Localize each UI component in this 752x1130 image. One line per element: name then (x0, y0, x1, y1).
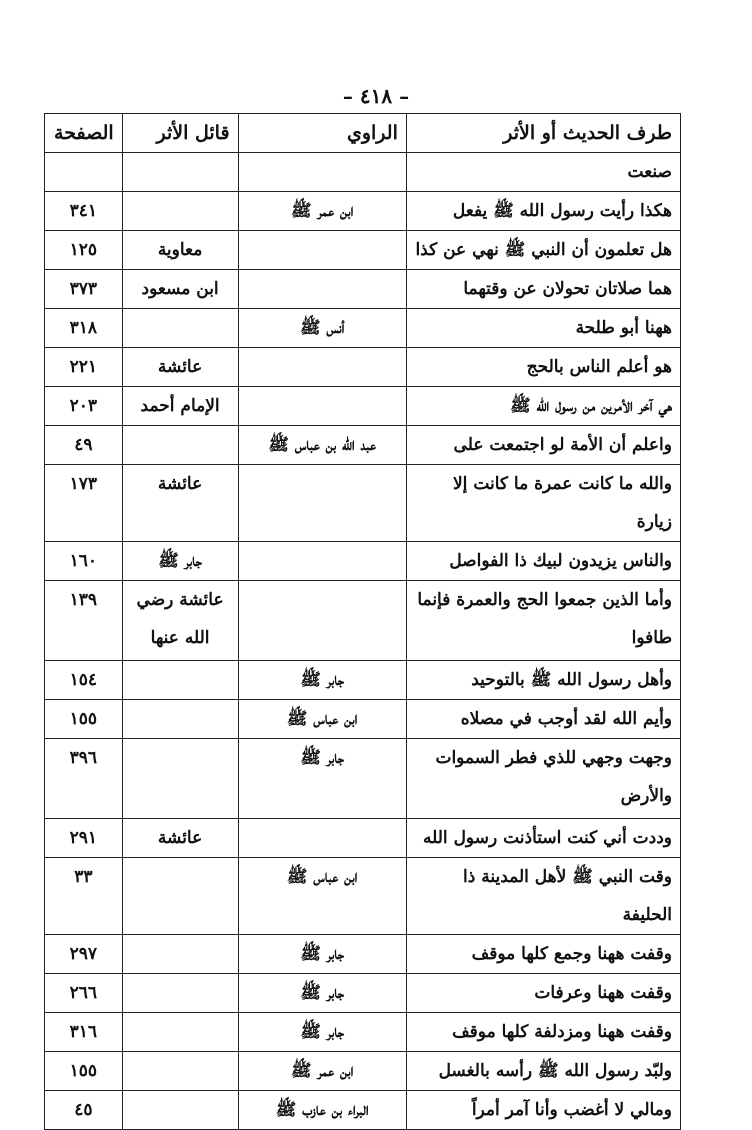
sayer-cell: عائشة (122, 348, 238, 387)
sayer-cell (122, 1013, 238, 1052)
hadith-cell: هي آخر الأمرين من رسول الله ﷺ (406, 387, 680, 426)
hadith-cell: وقفت ههنا وجمع كلها موقف (406, 935, 680, 974)
table-row (45, 935, 681, 974)
sayer-cell (122, 974, 238, 1013)
sayer-cell (122, 153, 238, 192)
table-row (45, 542, 681, 581)
narrator-cell: ابن عمر ﷺ (238, 192, 406, 231)
page-cell: ١٢٥ (45, 231, 123, 270)
sayer-cell (122, 426, 238, 465)
narrator-cell (238, 231, 406, 270)
narrator-cell (238, 348, 406, 387)
page-cell (45, 153, 123, 192)
hadith-cell: هما صلاتان تحولان عن وقتهما (406, 270, 680, 309)
narrator-cell (238, 153, 406, 192)
sayer-cell (122, 700, 238, 739)
narrator-cell (238, 819, 406, 858)
hadith-index-table (44, 113, 681, 1130)
narrator-cell: جابر ﷺ (238, 739, 406, 819)
sayer-cell: معاوية (122, 231, 238, 270)
table-row (45, 1091, 681, 1130)
hadith-cell: وأما الذين جمعوا الحج والعمرة فإنما طافوا (406, 581, 680, 661)
table-row (45, 426, 681, 465)
page-cell: ٢٢١ (45, 348, 123, 387)
table-row (45, 858, 681, 935)
table-row (45, 192, 681, 231)
header-page: الصفحة (45, 114, 123, 153)
table-row (45, 739, 681, 819)
narrator-cell: البراء بن عازب ﷺ (238, 1091, 406, 1130)
table-body (45, 153, 681, 1130)
narrator-cell: ابن عباس ﷺ (238, 700, 406, 739)
table-row (45, 231, 681, 270)
table-row (45, 819, 681, 858)
narrator-cell: جابر ﷺ (238, 1013, 406, 1052)
page-cell: ٣١٦ (45, 1013, 123, 1052)
page-cell: ١٧٣ (45, 465, 123, 542)
narrator-cell: عبد الله بن عباس ﷺ (238, 426, 406, 465)
sayer-cell (122, 309, 238, 348)
sayer-cell (122, 1091, 238, 1130)
sayer-cell (122, 739, 238, 819)
page-cell: ٢٦٦ (45, 974, 123, 1013)
hadith-cell: والناس يزيدون لبيك ذا الفواصل (406, 542, 680, 581)
sayer-cell: عائشة رضي الله عنها (122, 581, 238, 661)
page-cell: ٣٣ (45, 858, 123, 935)
table-row (45, 581, 681, 661)
sayer-cell: جابر ﷺ (122, 542, 238, 581)
sayer-cell (122, 661, 238, 700)
sayer-cell: عائشة (122, 465, 238, 542)
hadith-cell: واعلم أن الأمة لو اجتمعت على (406, 426, 680, 465)
hadith-cell: صنعت (406, 153, 680, 192)
sayer-cell: ابن مسعود (122, 270, 238, 309)
header-narrator: الراوي (238, 114, 406, 153)
header-sayer: قائل الأثر (122, 114, 238, 153)
table-row (45, 309, 681, 348)
narrator-cell (238, 270, 406, 309)
header-hadith: طرف الحديث أو الأثر (406, 114, 680, 153)
table-row (45, 661, 681, 700)
sayer-cell (122, 935, 238, 974)
narrator-cell: جابر ﷺ (238, 935, 406, 974)
hadith-cell: ولبّد رسول الله ﷺ رأسه بالغسل (406, 1052, 680, 1091)
narrator-cell (238, 542, 406, 581)
narrator-cell (238, 387, 406, 426)
hadith-cell: وددت أني كنت استأذنت رسول الله (406, 819, 680, 858)
narrator-cell: ابن عباس ﷺ (238, 858, 406, 935)
sayer-cell: الإمام أحمد (122, 387, 238, 426)
page-cell: ٣٩٦ (45, 739, 123, 819)
page-cell: ٤٩ (45, 426, 123, 465)
narrator-cell: جابر ﷺ (238, 661, 406, 700)
narrator-cell: أنس ﷺ (238, 309, 406, 348)
narrator-cell (238, 465, 406, 542)
sayer-cell (122, 192, 238, 231)
page-number: – ٤١٨ – (342, 84, 410, 108)
hadith-cell: ههنا أبو طلحة (406, 309, 680, 348)
page-cell: ٢٩١ (45, 819, 123, 858)
table-header-row (45, 114, 681, 153)
table-row (45, 465, 681, 542)
hadith-cell: وقت النبي ﷺ لأهل المدينة ذا الحليفة (406, 858, 680, 935)
hadith-cell: وقفت ههنا وعرفات (406, 974, 680, 1013)
sayer-cell: عائشة (122, 819, 238, 858)
hadith-cell: هل تعلمون أن النبي ﷺ نهي عن كذا (406, 231, 680, 270)
hadith-cell: هو أعلم الناس بالحج (406, 348, 680, 387)
narrator-cell: جابر ﷺ (238, 974, 406, 1013)
page-cell: ٣١٨ (45, 309, 123, 348)
page-cell: ٣٤١ (45, 192, 123, 231)
table-row (45, 153, 681, 192)
hadith-cell: وقفت ههنا ومزدلفة كلها موقف (406, 1013, 680, 1052)
table-row (45, 974, 681, 1013)
sayer-cell (122, 1052, 238, 1091)
table-row (45, 348, 681, 387)
hadith-cell: ومالي لا أغضب وأنا آمر أمراً (406, 1091, 680, 1130)
page-cell: ١٥٥ (45, 1052, 123, 1091)
narrator-cell (238, 581, 406, 661)
page-cell: ٢٠٣ (45, 387, 123, 426)
page-cell: ١٦٠ (45, 542, 123, 581)
page-cell: ١٥٥ (45, 700, 123, 739)
table-row (45, 1013, 681, 1052)
page-cell: ٣٧٣ (45, 270, 123, 309)
table-row (45, 387, 681, 426)
narrator-cell: ابن عمر ﷺ (238, 1052, 406, 1091)
hadith-cell: وأيم الله لقد أوجب في مصلاه (406, 700, 680, 739)
page-cell: ١٥٤ (45, 661, 123, 700)
page-cell: ٤٥ (45, 1091, 123, 1130)
table-row (45, 270, 681, 309)
table-row (45, 700, 681, 739)
hadith-cell: وجهت وجهي للذي فطر السموات والأرض (406, 739, 680, 819)
table-row (45, 1052, 681, 1091)
page-cell: ٢٩٧ (45, 935, 123, 974)
sayer-cell (122, 858, 238, 935)
page-cell: ١٣٩ (45, 581, 123, 661)
hadith-cell: هكذا رأيت رسول الله ﷺ يفعل (406, 192, 680, 231)
hadith-cell: والله ما كانت عمرة ما كانت إلا زيارة (406, 465, 680, 542)
hadith-cell: وأهل رسول الله ﷺ بالتوحيد (406, 661, 680, 700)
